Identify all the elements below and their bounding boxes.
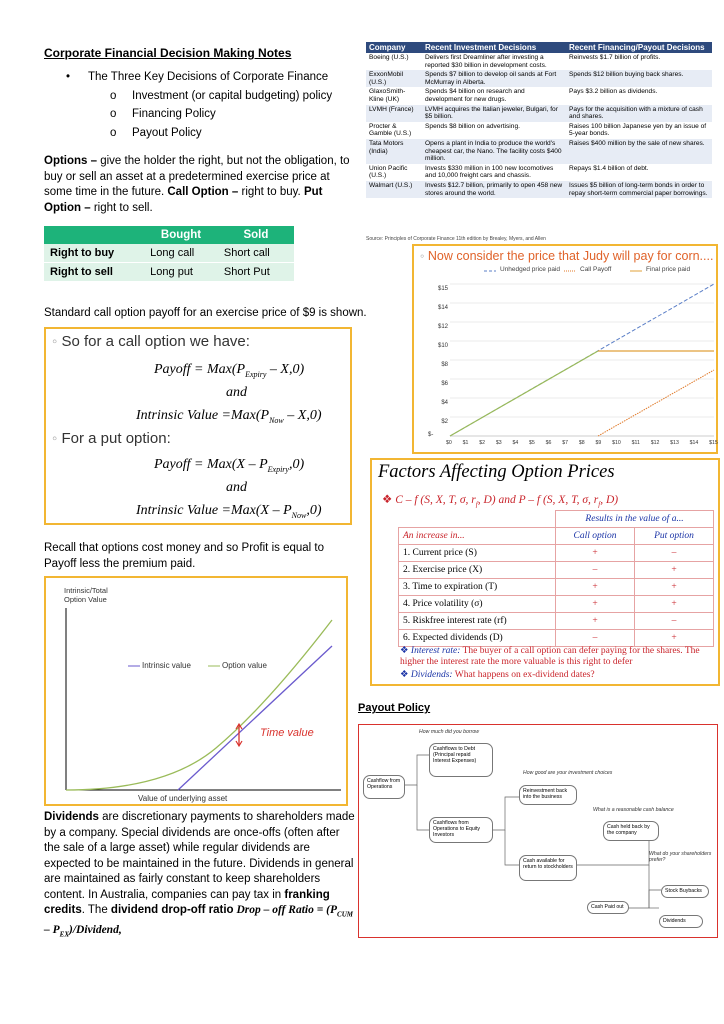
table-cell: + xyxy=(556,579,635,596)
y-tick: $15 xyxy=(437,286,448,292)
table-cell: – xyxy=(635,613,714,630)
table-cell: LVMH (France) xyxy=(366,105,422,122)
table-cell: ExxonMobil (U.S.) xyxy=(366,70,422,87)
franking-after: . The xyxy=(81,904,111,916)
table-row xyxy=(366,122,712,139)
table-header-row xyxy=(366,42,712,53)
table-header: Call option xyxy=(556,528,635,545)
recall-text: Recall that options cost money and so Profit is equal to Payoff less the premium paid. xyxy=(44,542,324,570)
table-header: Recent Investment Decisions xyxy=(422,42,566,53)
note-text: The buyer of a call option can defer paying for the shares. The higher the interest rate the more valuable is this right to defer xyxy=(400,646,700,667)
q-invest: How good are your investment choices xyxy=(523,770,613,776)
table-row xyxy=(366,87,712,104)
table-row xyxy=(366,181,712,198)
flowchart-connectors xyxy=(359,725,716,936)
formula-part: C – f (S, X, T, σ, r xyxy=(395,494,476,506)
table-row xyxy=(399,613,714,630)
table-header: An increase in... xyxy=(399,528,556,545)
formula-part: )/Dividend, xyxy=(69,923,122,936)
table-row xyxy=(366,164,712,181)
and-text: and xyxy=(226,385,247,400)
table-cell: Right to buy xyxy=(44,244,144,263)
table-cell: Boeing (U.S.) xyxy=(366,53,422,70)
table-cell: Invests $12.7 billion, primarily to open 458 new stores around the world. xyxy=(422,181,566,198)
y-tick: $- xyxy=(428,432,434,438)
put-payoff-formula xyxy=(154,457,304,474)
x-tick: $1 xyxy=(462,440,469,446)
formula-part: Payoff = Max(P xyxy=(154,362,246,377)
ylabel-line: Intrinsic/Total xyxy=(64,586,108,595)
dropoff-term: dividend drop-off ratio xyxy=(110,904,234,916)
table-row xyxy=(44,263,294,282)
q-prefer: What do your shareholders prefer? xyxy=(649,851,712,863)
call-term: Call Option – xyxy=(167,186,239,198)
judy-chart-title: ◦ Now consider the price that Judy will pay for corn.... xyxy=(420,249,714,263)
and-text: and xyxy=(226,480,247,495)
table-cell: Raises $400 million by the sale of new shares. xyxy=(566,139,712,164)
ylabel-line: Option Value xyxy=(64,595,107,604)
formula-sub: Now xyxy=(269,415,284,425)
x-tick: $8 xyxy=(578,440,585,446)
table-header-row xyxy=(44,226,294,244)
factors-note-interest: ❖ Interest rate: The buyer of a call option can defer paying for the shares. The higher the interest rate the more valuable is this right to defer xyxy=(400,646,700,667)
put-term: Put Option – xyxy=(44,186,323,214)
x-tick: $5 xyxy=(529,440,535,446)
table-cell: 3. Time to expiration (T) xyxy=(399,579,556,596)
x-tick: $0 xyxy=(446,440,452,446)
put-heading-text: For a put option: xyxy=(61,430,171,447)
table-cell: Pays for the acquisition with a mixture of cash and shares. xyxy=(566,105,712,122)
time-value-plot xyxy=(46,578,346,804)
sub-bullet-text: Financing Policy xyxy=(132,108,216,120)
table-cell: GlaxoSmith-Kline (UK) xyxy=(366,87,422,104)
dividends-text: are discretionary payments to shareholders made by a company. Special dividends are once-offs (often after the sale of a large asset) while regular dividends are expected to be maintained in the future. Dividends in general are maintained as fairly constant to keep shareholders content. In Australia, companies can pay tax in xyxy=(44,811,355,901)
table-row xyxy=(366,105,712,122)
note-text: What happens on ex-dividend dates? xyxy=(452,670,595,680)
x-tick: $15 xyxy=(709,440,718,446)
x-tick: $10 xyxy=(612,440,621,446)
factors-table xyxy=(398,510,714,647)
final-price-rising xyxy=(450,351,598,436)
formula-sub: EX xyxy=(59,930,69,939)
legend-final-price: Final price paid xyxy=(646,266,691,273)
table-cell: Issues $5 billion of long-term bonds in order to repay short-term commercial paper borrowings. xyxy=(566,181,712,198)
table-cell: Pays $3.2 billion as dividends. xyxy=(566,87,712,104)
note-label: Dividends: xyxy=(410,670,453,680)
legend-unhedged: Unhedged price paid xyxy=(500,266,560,273)
list-item: o Investment (or capital budgeting) policy xyxy=(110,89,333,102)
box-cash-paid-out: Cash Paid out xyxy=(587,901,629,914)
table-row xyxy=(366,53,712,70)
q-borrow: How much did you borrow xyxy=(419,729,479,735)
x-tick: $13 xyxy=(670,440,679,446)
table-row xyxy=(366,70,712,87)
table-cell: Union Pacific (U.S.) xyxy=(366,164,422,181)
x-tick: $12 xyxy=(650,440,660,446)
time-value-chart xyxy=(44,576,348,806)
judy-chart xyxy=(412,244,718,454)
judy-title-text: Now consider the price that Judy will pay for corn.... xyxy=(427,249,714,263)
table-cell: Tata Motors (India) xyxy=(366,139,422,164)
y-tick: $10 xyxy=(437,343,448,349)
formula-part: – X,0) xyxy=(283,408,322,423)
table-cell: LVMH acquires the Italian jeweler, Bulgari, for $5 billion. xyxy=(422,105,566,122)
table-header: Recent Financing/Payout Decisions xyxy=(566,42,712,53)
formula-part: Intrinsic Value =Max(X – P xyxy=(136,503,292,518)
formula-part: Payoff = Max(X – P xyxy=(154,457,268,472)
formula-part: ,0) xyxy=(306,503,322,518)
table-header: Company xyxy=(366,42,422,53)
payout-flowchart xyxy=(358,724,718,938)
factors-note-dividends: ❖ Dividends: What happens on ex-dividend dates? xyxy=(400,670,595,680)
franking-term: franking credits xyxy=(44,888,330,916)
sub-bullet-text: Payout Policy xyxy=(132,126,202,139)
y-tick: $12 xyxy=(437,324,448,330)
table-row xyxy=(44,244,294,263)
formula-part: Intrinsic Value =Max(P xyxy=(136,408,270,423)
table-cell: + xyxy=(556,596,635,613)
formula-part: , D) and P – f (S, X, T, σ, r xyxy=(477,494,599,506)
table-cell: Procter & Gamble (U.S.) xyxy=(366,122,422,139)
formula-part: , D) xyxy=(600,494,619,506)
x-tick: $4 xyxy=(512,440,519,446)
list-item: o Financing Policy xyxy=(110,108,216,120)
time-value-label: Time value xyxy=(260,727,314,739)
factors-formula: ❖ C – f (S, X, T, σ, $r_f$, D) and P – f (S, X, T, σ, $r_f$, D) xyxy=(382,494,619,509)
x-tick: $6 xyxy=(545,440,552,446)
bullet-text: The Three Key Decisions of Corporate Finance xyxy=(88,71,329,83)
formula-part: ,0) xyxy=(288,457,305,472)
q-balance: What is a reasonable cash balance xyxy=(593,807,674,813)
y-tick: $2 xyxy=(441,419,448,425)
table-header-row xyxy=(399,528,714,545)
put-intrinsic-formula xyxy=(136,503,321,520)
formula-part: – X,0) xyxy=(266,362,305,377)
formula-part: Drop – off Ratio = (P xyxy=(233,904,338,916)
table-cell: Spends $12 billion buying back shares. xyxy=(566,70,712,87)
table-cell: 1. Current price (S) xyxy=(399,545,556,562)
table-cell: Long call xyxy=(144,244,218,263)
formula-sub: Expiry xyxy=(245,369,267,379)
judy-plot xyxy=(414,246,716,452)
x-tick-labels xyxy=(446,440,718,446)
standard-call-text: Standard call option payoff for an exercise price of $9 is shown. xyxy=(44,307,367,319)
decisions-list xyxy=(66,70,366,141)
chart-xlabel: Value of underlying asset xyxy=(138,794,228,803)
table-cell: + xyxy=(635,579,714,596)
options-text: give the holder the right, but not the obligation, to buy or sell an asset at a predetermined exercise price at some time in the future. xyxy=(44,155,350,198)
y-tick: $8 xyxy=(441,362,448,368)
table-row xyxy=(399,511,714,528)
table-cell: 6. Expected dividends (D) xyxy=(399,630,556,647)
results-header: Results in the value of a... xyxy=(556,511,714,528)
table-cell: Right to sell xyxy=(44,263,144,282)
investment-decisions-table xyxy=(366,42,712,198)
call-text: right to buy. xyxy=(238,186,304,198)
formula-sub: CUM xyxy=(337,910,353,919)
y-tick: $6 xyxy=(441,381,448,387)
option-positions-table xyxy=(44,226,294,282)
table-cell: Invests $330 million in 100 new locomotives and 10,000 freight cars and chassis. xyxy=(422,164,566,181)
y-tick-labels xyxy=(424,280,448,432)
table-cell: Spends $4 billion on research and development for new drugs. xyxy=(422,87,566,104)
table-header: Sold xyxy=(218,226,294,244)
table-cell: Reinvests $1.7 billion of profits. xyxy=(566,53,712,70)
x-tick: $7 xyxy=(562,440,569,446)
put-heading: ◦ For a put option: xyxy=(52,430,171,447)
sub-bullet-text: Investment (or capital budgeting) policy xyxy=(132,89,333,102)
x-tick: $2 xyxy=(479,440,485,446)
options-term: Options – xyxy=(44,155,98,167)
formula-sub: f xyxy=(598,500,601,509)
table-cell: Spends $7 billion to develop oil sands at Fort McMurray in Alberta. xyxy=(422,70,566,87)
y-tick: $4 xyxy=(441,400,448,406)
table-cell: – xyxy=(635,545,714,562)
table-cell: Short call xyxy=(218,244,294,263)
box-reinvestment: Reinvestment back into the business xyxy=(519,785,577,805)
call-payoff-line xyxy=(598,370,714,436)
box-operations: Cashflow from Operations xyxy=(363,775,405,799)
table-row xyxy=(399,562,714,579)
options-paragraph xyxy=(44,154,356,216)
box-equity-investors: Cashflows from Operations to Equity Investors xyxy=(429,817,493,843)
table-cell: 5. Riskfree interest rate (rf) xyxy=(399,613,556,630)
y-tick: $14 xyxy=(437,305,448,311)
sub-list xyxy=(110,89,366,142)
payout-heading: Payout Policy xyxy=(358,702,431,714)
table-cell: + xyxy=(635,596,714,613)
call-intrinsic-formula xyxy=(136,408,321,425)
table-header xyxy=(44,226,144,244)
box-cash-held: Cash held back by the company xyxy=(603,821,659,841)
dividends-paragraph xyxy=(44,810,358,943)
table-cell: Raises 100 billion Japanese yen by an issue of 5-year bonds. xyxy=(566,122,712,139)
x-tick: $11 xyxy=(631,440,640,446)
list-item: o Payout Policy xyxy=(110,126,202,139)
box-cashflows-debt: Cashflows to Debt (Principal repaid Interest Expenses) xyxy=(429,743,493,777)
table-row xyxy=(366,139,712,164)
x-tick: $3 xyxy=(495,440,502,446)
legend-intrinsic: Intrinsic value xyxy=(142,661,191,670)
table-row xyxy=(399,545,714,562)
table-cell: + xyxy=(635,630,714,647)
legend-call-payoff: Call Payoff xyxy=(580,266,612,273)
table-row xyxy=(399,579,714,596)
table-row xyxy=(399,596,714,613)
table-cell: Walmart (U.S.) xyxy=(366,181,422,198)
table-cell: Opens a plant in India to produce the world's cheapest car, the Nano. The facility costs $400 million. xyxy=(422,139,566,164)
table-cell: Repays $1.4 billion of debt. xyxy=(566,164,712,181)
table-header: Bought xyxy=(144,226,218,244)
table-row xyxy=(399,630,714,647)
table-cell: 4. Price volatility (σ) xyxy=(399,596,556,613)
factors-title: Factors Affecting Option Prices xyxy=(378,462,615,482)
table-cell: + xyxy=(556,545,635,562)
box-cash-available: Cash available for return to stockholders xyxy=(519,855,577,881)
formula-sub: Expiry xyxy=(267,464,289,474)
dividends-term: Dividends xyxy=(44,811,99,823)
factors-box xyxy=(370,458,720,686)
list-item: • The Three Key Decisions of Corporate Finance xyxy=(66,70,366,86)
table-cell: Short Put xyxy=(218,263,294,282)
table-cell: 2. Exercise price (X) xyxy=(399,562,556,579)
call-heading: ◦ So for a call option we have: xyxy=(52,333,250,350)
call-payoff-formula xyxy=(154,362,304,379)
put-text: right to sell. xyxy=(90,201,153,214)
notes-heading: Corporate Financial Decision Making Notes xyxy=(44,46,292,60)
x-tick: $14 xyxy=(689,440,699,446)
table-cell xyxy=(399,511,556,528)
x-tick: $9 xyxy=(595,440,602,446)
box-dividends: Dividends xyxy=(659,915,703,928)
table-header: Put option xyxy=(635,528,714,545)
table-cell: – xyxy=(556,562,635,579)
formula-sub: Now xyxy=(291,510,307,520)
call-heading-text: So for a call option we have: xyxy=(61,333,250,350)
table-cell: + xyxy=(556,613,635,630)
note-label: Interest rate: xyxy=(410,646,461,656)
formula-sub: f xyxy=(475,500,478,509)
legend-option: Option value xyxy=(222,661,267,670)
table-cell: Long put xyxy=(144,263,218,282)
formula-box xyxy=(44,327,352,525)
table-cell: + xyxy=(635,562,714,579)
table-cell: – xyxy=(556,630,635,647)
table-source: Source: Principles of Corporate Finance 11th edition by Brealey, Myers, and Allen xyxy=(366,236,546,242)
table-cell: Delivers first Dreamliner after investing a reported $30 billion in development costs. xyxy=(422,53,566,70)
option-value-curve xyxy=(66,620,332,790)
box-stock-buybacks: Stock Buybacks xyxy=(661,885,709,898)
table-cell: Spends $8 billion on advertising. xyxy=(422,122,566,139)
formula-part: – P xyxy=(44,923,60,936)
